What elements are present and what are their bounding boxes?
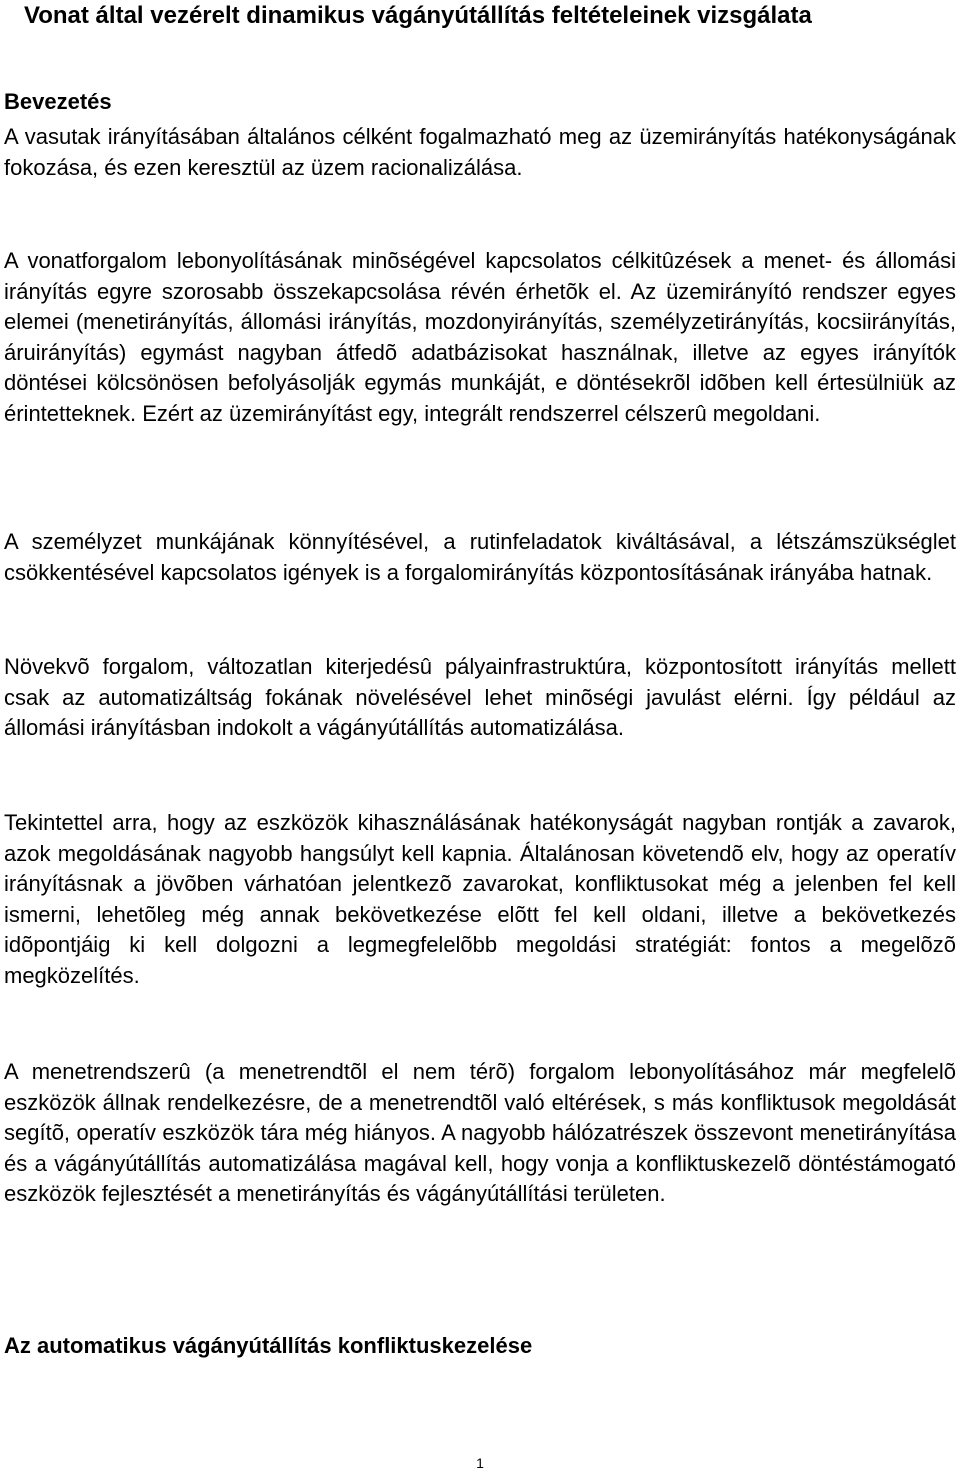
paragraph-6 [4,1057,956,1210]
page-number: 1 [476,1455,484,1471]
paragraph-text: A menetrendszerû (a menetrendtõl el nem térõ) forgalom lebonyolításához már megfelelõ eszközök állnak rendelkezésre, de a menetrendtõl való eltérések, s más konfliktusok megoldását segítõ, operatív eszközök tára még hiányos. A nagyobb hálózatrészek összevont menetirányítása és a vágányútállítás automatizálása magával kell, hogy vonja a konfliktuskezelõ döntéstámogató eszközök fejlesztését a menetirányítás és vágányútállítási területen. [4,1059,956,1206]
paragraph-text: A vonatforgalom lebonyolításának minõségével kapcsolatos célkitûzések a menet- és állomási irányítás egyre szorosabb összekapcsolása révén érhetõk el. Az üzemirányító rendszer egyes elemei (menetirányítás, állomási irányítás, mozdonyirányítás, személyzetirányítás, kocsiirányítás, áruirányítás) egymást nagyban átfedõ adatbázisokat használnak, illetve az egyes irányítók döntései kölcsönösen befolyásolják egymás munkáját, e döntésekrõl idõben kell értesülniük az érintetteknek. Ezért az üzemirányítást egy, integrált rendszerrel célszerû megoldani. [4,248,956,426]
paragraph-5 [4,808,956,991]
paragraph-1 [4,122,956,183]
section-heading-conflict-handling: Az automatikus vágányútállítás konfliktuskezelése [4,1333,533,1358]
section-heading-introduction: Bevezetés [4,89,112,114]
paragraph-text: Tekintettel arra, hogy az eszközök kihasználásának hatékonyságát nagyban rontják a zavarok, azok megoldásának nagyobb hangsúlyt kell kapnia. Általánosan követendõ elv, hogy az operatív irányításnak a jövõben várhatóan jelentkezõ zavarokat, konfliktusokat még a jelenben fel kell ismerni, lehetõleg még annak bekövetkezése elõtt fel kell oldani, illetve a bekövetkezés idõpontjáig ki kell dolgozni a legmegfelelõbb megoldási stratégiát: fontos a megelõzõ megközelítés. [4,810,956,988]
paragraph-text: Növekvõ forgalom, változatlan kiterjedésû pályainfrastruktúra, központosított irányítás mellett csak az automatizáltság fokának növelésével lehet minõségi javulást elérni. Így például az állomási irányításban indokolt a vágányútállítás automatizálása. [4,654,956,740]
paragraph-3 [4,527,956,588]
paragraph-text: A személyzet munkájának könnyítésével, a rutinfeladatok kiváltásával, a létszámszükséglet csökkentésével kapcsolatos igények is a forgalomirányítás központosításának irányába hatnak. [4,529,956,585]
paragraph-4 [4,652,956,744]
paragraph-text: A vasutak irányításában általános célként fogalmazható meg az üzemirányítás hatékonyságának fokozása, és ezen keresztül az üzem racionalizálása. [4,124,956,180]
paragraph-2 [4,246,956,429]
document-title: Vonat által vezérelt dinamikus vágányútállítás feltételeinek vizsgálata [24,2,812,29]
